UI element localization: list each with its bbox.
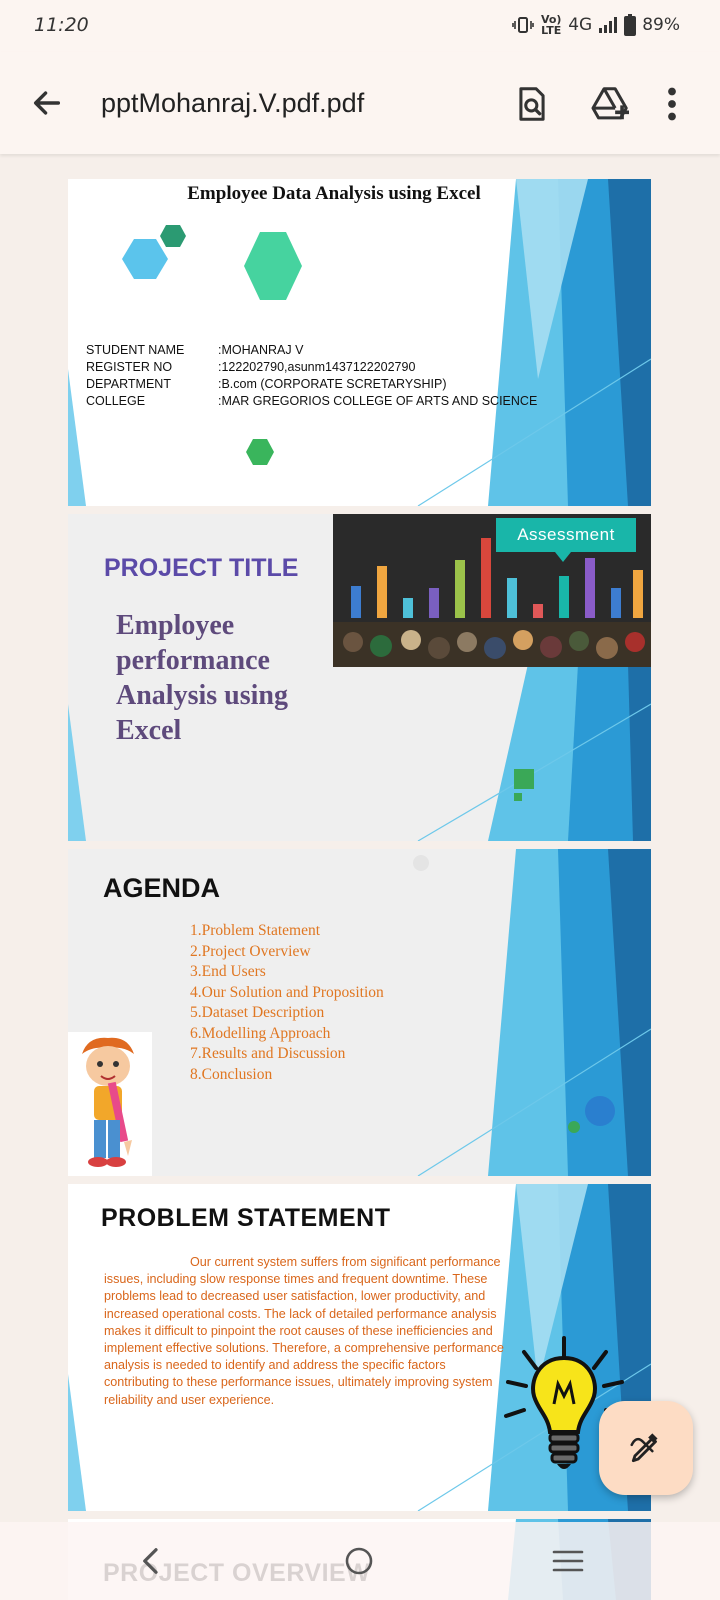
info-value: :MAR GREGORIOS COLLEGE OF ARTS AND SCIENCE [218,394,538,408]
signal-icon [598,17,618,33]
info-label: STUDENT NAME [86,343,185,357]
status-time: 11:20 [34,14,89,36]
edit-fab[interactable] [599,1401,693,1495]
edit-icon [627,1429,665,1467]
agenda-item: 7.Results and Discussion [190,1045,346,1062]
agenda-item: 4.Our Solution and Proposition [190,983,384,1001]
slide-4 [68,1184,651,1511]
drive-add-icon[interactable] [591,86,631,122]
student-info [86,342,537,410]
info-row [86,342,537,359]
slide-3 [68,849,651,1176]
info-value: :122202790,asunm1437122202790 [218,360,416,374]
info-label: COLLEGE [86,394,146,408]
status-indicators [512,14,680,36]
slide-2 [68,514,651,841]
system-nav-bar [0,1522,720,1600]
agenda-list [190,921,384,1085]
project-title-text: Employee performance Analysis using Excel [116,610,288,746]
battery-percent: 89% [642,15,680,35]
slide-4-heading: PROBLEM STATEMENT [101,1204,391,1232]
search-document-icon[interactable] [515,86,549,122]
vibrate-icon [512,16,534,34]
app-toolbar [0,52,720,154]
problem-statement-text: Our current system suffers from significant performance issues, including slow response times and frequent downtime. These problems lead to decreased user satisfaction, lower productivity, and increased operational costs. The lack of detailed performance analysis makes it difficult to pinpoint the root causes of these inefficiencies and implement effective solutions. Therefore, a comprehensive performance analysis is needed to identify and address the specific factors contributing to these performance issues, ultimately improving system reliability and user experience. [104,1255,504,1407]
info-row [86,359,537,376]
assessment-label: Assessment [496,518,636,552]
slide-2-heading: PROJECT TITLE [104,554,299,582]
info-label: REGISTER NO [86,360,173,374]
volte-label: Vo) LTE [540,13,562,37]
nav-home-icon[interactable] [344,1546,374,1576]
info-value: :B.com (CORPORATE SCRETARYSHIP) [218,377,447,391]
agenda-item: 3.End Users [190,963,266,980]
agenda-item: 6.Modelling Approach [190,1024,331,1042]
more-vert-icon[interactable] [665,86,679,122]
nav-recents-icon[interactable] [552,1548,584,1574]
info-row [86,376,537,393]
agenda-item: 2.Project Overview [190,942,311,960]
assessment-image [333,514,651,667]
back-icon[interactable] [30,86,64,120]
agenda-item: 1.Problem Statement [190,922,321,939]
slide-1 [68,179,651,506]
nav-back-icon[interactable] [137,1546,165,1576]
info-value: :MOHANRAJ V [218,343,304,357]
cartoon-boy-illustration [68,1032,152,1176]
status-bar [0,0,720,52]
agenda-item: 5.Dataset Description [190,1004,325,1021]
document-title: pptMohanraj.V.pdf.pdf [101,88,365,118]
info-row [86,393,537,410]
slide-1-title: Employee Data Analysis using Excel [187,183,481,204]
agenda-item: 8.Conclusion [190,1065,273,1083]
slide-3-heading: AGENDA [103,873,221,903]
network-type: 4G [568,15,593,35]
info-label: DEPARTMENT [86,377,171,391]
battery-icon [624,14,636,36]
